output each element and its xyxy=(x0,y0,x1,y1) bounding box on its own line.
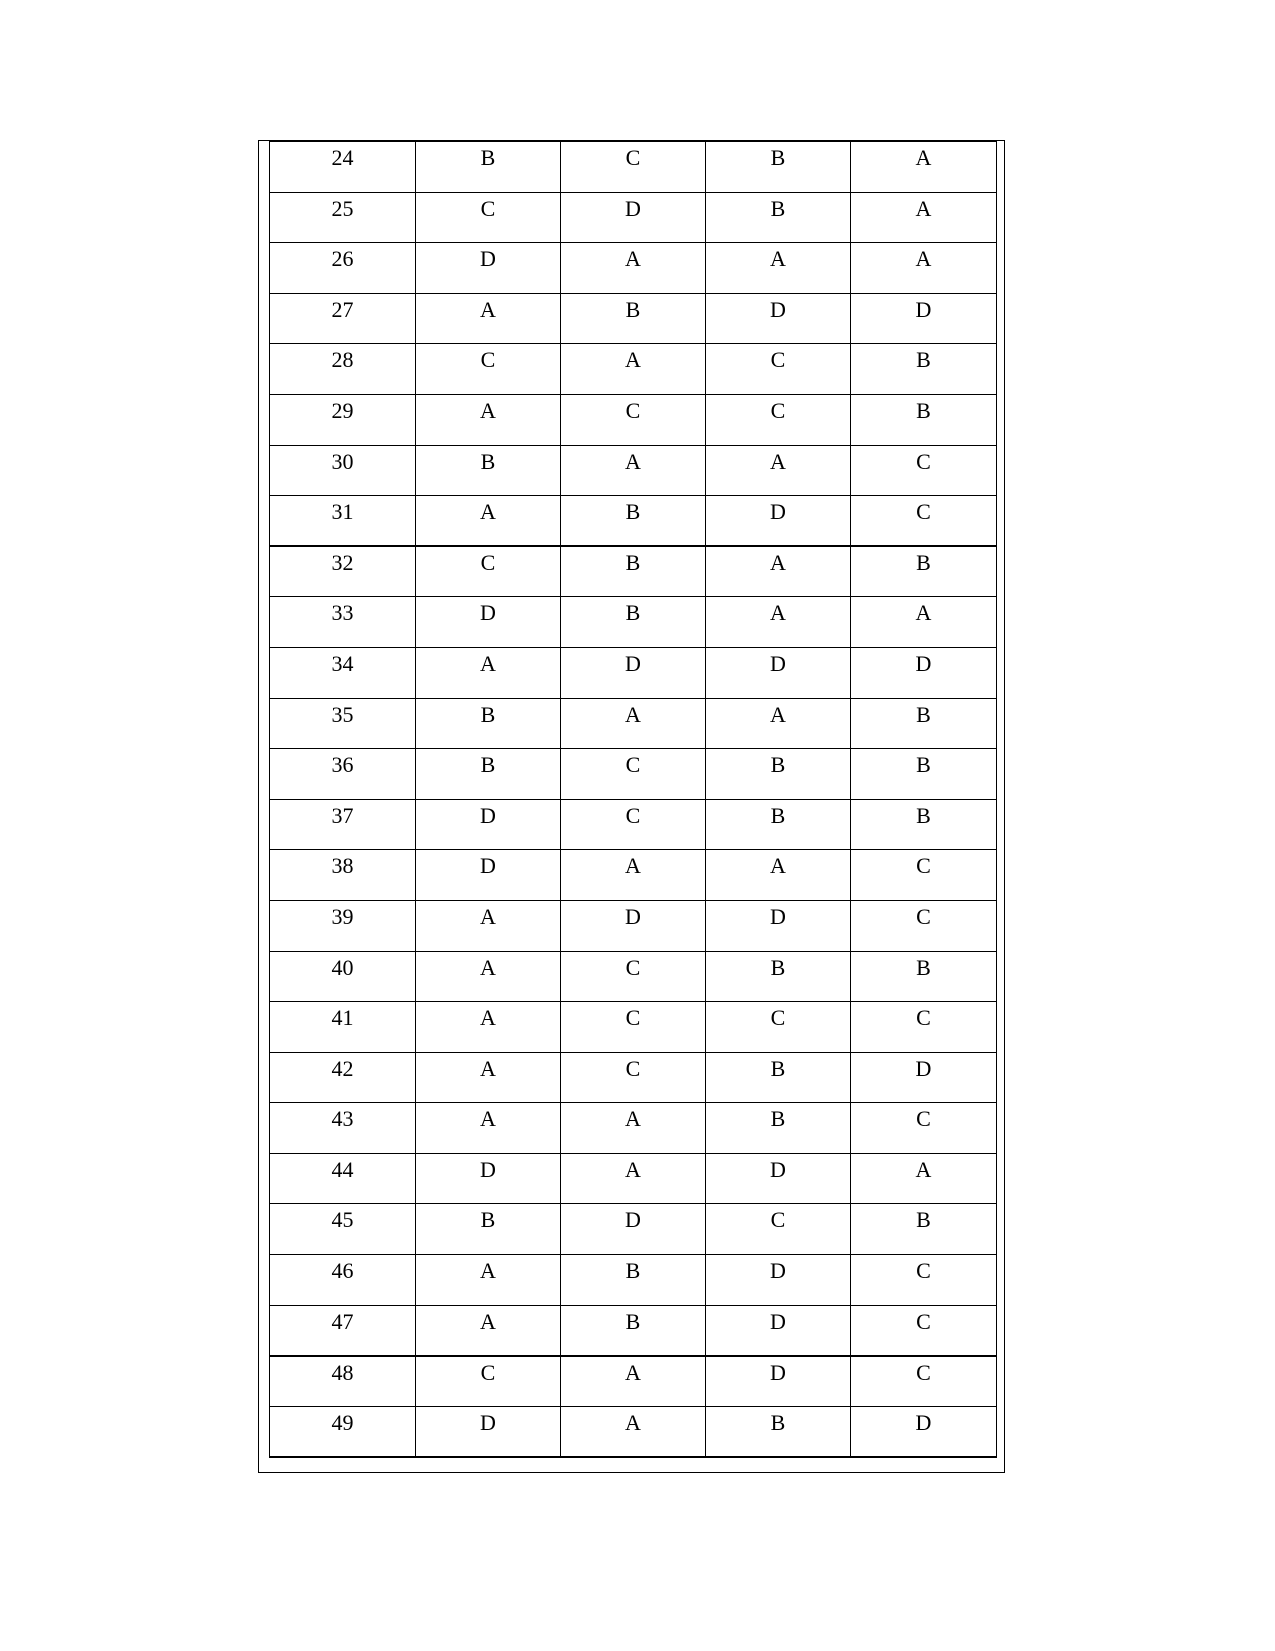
answer-letter: B xyxy=(480,448,496,474)
answer-cell xyxy=(416,597,561,648)
answer-cell xyxy=(416,293,561,344)
answer-cell xyxy=(851,900,997,951)
answer-cell xyxy=(416,445,561,496)
answer-letter: B xyxy=(916,701,931,727)
table-row xyxy=(270,647,997,698)
table-row xyxy=(270,1153,997,1204)
answer-letter: B xyxy=(770,1409,786,1435)
answer-letter: C xyxy=(916,499,931,525)
table-row xyxy=(270,394,997,445)
answer-letter: B xyxy=(625,550,641,576)
answer-letter: B xyxy=(625,600,641,626)
answer-cell xyxy=(561,243,706,294)
question-number-cell xyxy=(270,192,416,243)
table-row xyxy=(270,1103,997,1154)
table-row xyxy=(270,597,997,648)
answer-letter: D xyxy=(625,650,641,676)
answer-letter: C xyxy=(916,853,931,879)
answer-cell xyxy=(561,1406,706,1457)
answer-cell xyxy=(851,951,997,1002)
answer-cell xyxy=(851,1305,997,1356)
question-number: 34 xyxy=(331,650,354,676)
question-number-cell xyxy=(270,1052,416,1103)
answer-cell xyxy=(561,1255,706,1306)
answer-letter: B xyxy=(770,752,786,778)
question-number-cell xyxy=(270,1406,416,1457)
question-number: 45 xyxy=(331,1207,354,1233)
answer-cell xyxy=(851,1002,997,1053)
answer-letter: B xyxy=(625,1308,641,1334)
answer-cell xyxy=(706,1305,851,1356)
question-number: 33 xyxy=(331,600,354,626)
answer-cell xyxy=(561,1153,706,1204)
question-number: 27 xyxy=(331,296,354,322)
question-number: 24 xyxy=(331,145,354,170)
answer-cell xyxy=(416,1255,561,1306)
answer-letter: D xyxy=(770,1359,786,1385)
answer-letter: D xyxy=(625,1207,641,1233)
answer-cell xyxy=(416,1002,561,1053)
answer-cell xyxy=(706,1002,851,1053)
answer-cell xyxy=(706,698,851,749)
question-number-cell xyxy=(270,799,416,850)
answer-letter: A xyxy=(480,1106,496,1132)
answer-letter: A xyxy=(480,296,496,322)
answer-letter: C xyxy=(625,397,641,423)
answer-cell xyxy=(706,496,851,547)
answer-cell xyxy=(561,1305,706,1356)
answer-cell xyxy=(706,1204,851,1255)
question-number-cell xyxy=(270,1356,416,1407)
answer-cell xyxy=(706,1255,851,1306)
answer-letter: A xyxy=(770,448,786,474)
question-number: 40 xyxy=(331,954,354,980)
answer-cell xyxy=(851,192,997,243)
answer-letter: B xyxy=(480,1207,496,1233)
answer-cell xyxy=(416,496,561,547)
answer-cell xyxy=(851,344,997,395)
answer-letter: C xyxy=(916,1359,931,1385)
answer-cell xyxy=(561,293,706,344)
table-row xyxy=(270,1002,997,1053)
answer-letter: A xyxy=(625,1156,641,1182)
answer-cell xyxy=(851,496,997,547)
answer-letter: A xyxy=(915,145,932,170)
answer-cell xyxy=(706,597,851,648)
question-number: 42 xyxy=(331,1055,354,1081)
answer-cell xyxy=(706,142,851,193)
question-number-cell xyxy=(270,749,416,800)
table-row xyxy=(270,293,997,344)
answer-letter: B xyxy=(770,954,786,980)
answer-letter: B xyxy=(916,954,931,980)
answer-letter: D xyxy=(915,1409,932,1435)
answer-key-table xyxy=(269,141,997,1458)
answer-letter: C xyxy=(916,1106,931,1132)
answer-letter: A xyxy=(480,1005,496,1031)
answer-letter: A xyxy=(625,701,641,727)
question-number: 48 xyxy=(331,1359,354,1385)
answer-letter: D xyxy=(770,1258,786,1284)
answer-cell xyxy=(561,1204,706,1255)
answer-cell xyxy=(561,394,706,445)
answer-cell xyxy=(851,1255,997,1306)
answer-letter: D xyxy=(770,1156,786,1182)
answer-cell xyxy=(851,1103,997,1154)
answer-cell xyxy=(706,445,851,496)
answer-letter: B xyxy=(916,397,931,423)
question-number: 49 xyxy=(331,1409,354,1435)
answer-letter: C xyxy=(916,1005,931,1031)
answer-letter: D xyxy=(770,650,786,676)
answer-cell xyxy=(561,900,706,951)
question-number: 30 xyxy=(331,448,354,474)
answer-letter: A xyxy=(770,246,786,272)
answer-cell xyxy=(416,344,561,395)
answer-letter: A xyxy=(770,701,786,727)
answer-cell xyxy=(561,496,706,547)
answer-letter: D xyxy=(770,1308,786,1334)
answer-letter: C xyxy=(480,347,496,373)
answer-letter: B xyxy=(770,1055,786,1081)
answer-cell xyxy=(561,1356,706,1407)
answer-letter: C xyxy=(480,550,496,576)
answer-cell xyxy=(706,749,851,800)
answer-letter: B xyxy=(770,145,786,170)
answer-letter: C xyxy=(480,1359,496,1385)
answer-letter: B xyxy=(916,1207,931,1233)
answer-cell xyxy=(706,647,851,698)
answer-letter: D xyxy=(915,650,932,676)
answer-letter: C xyxy=(916,1308,931,1334)
answer-cell xyxy=(561,546,706,597)
answer-letter: A xyxy=(770,550,786,576)
answer-cell xyxy=(851,394,997,445)
answer-letter: B xyxy=(916,347,931,373)
answer-letter: B xyxy=(770,195,786,221)
question-number-cell xyxy=(270,951,416,1002)
answer-cell xyxy=(416,850,561,901)
answer-letter: A xyxy=(480,903,496,929)
answer-letter: B xyxy=(480,752,496,778)
answer-letter: B xyxy=(480,145,496,170)
question-number: 44 xyxy=(331,1156,354,1182)
answer-letter: B xyxy=(916,752,931,778)
answer-cell xyxy=(416,698,561,749)
answer-letter: C xyxy=(625,954,641,980)
answer-cell xyxy=(851,1406,997,1457)
answer-letter: C xyxy=(770,1207,786,1233)
answer-cell xyxy=(561,445,706,496)
answer-letter: C xyxy=(625,802,641,828)
question-number: 36 xyxy=(331,752,354,778)
answer-letter: C xyxy=(625,145,641,170)
table-row xyxy=(270,243,997,294)
table-row xyxy=(270,900,997,951)
answer-letter: B xyxy=(770,802,786,828)
table-row xyxy=(270,1356,997,1407)
table-row xyxy=(270,1255,997,1306)
answer-cell xyxy=(851,142,997,193)
answer-letter: D xyxy=(770,296,786,322)
answer-cell xyxy=(416,243,561,294)
answer-letter: A xyxy=(480,1055,496,1081)
answer-cell xyxy=(851,243,997,294)
answer-letter: A xyxy=(915,246,932,272)
answer-letter: A xyxy=(625,1359,641,1385)
answer-letter: B xyxy=(916,802,931,828)
question-number: 25 xyxy=(331,195,354,221)
answer-cell xyxy=(416,1305,561,1356)
answer-letter: A xyxy=(480,499,496,525)
answer-letter: C xyxy=(480,195,496,221)
answer-cell xyxy=(706,850,851,901)
answer-letter: C xyxy=(770,1005,786,1031)
answer-cell xyxy=(706,344,851,395)
question-number-cell xyxy=(270,1204,416,1255)
answer-letter: C xyxy=(916,1258,931,1284)
answer-cell xyxy=(851,597,997,648)
answer-cell xyxy=(561,1002,706,1053)
table-row xyxy=(270,142,997,193)
answer-letter: D xyxy=(480,853,496,879)
answer-cell xyxy=(706,1052,851,1103)
question-number-cell xyxy=(270,445,416,496)
question-number-cell xyxy=(270,344,416,395)
answer-cell xyxy=(416,749,561,800)
answer-letter: A xyxy=(625,448,641,474)
answer-cell xyxy=(561,192,706,243)
answer-cell xyxy=(851,445,997,496)
answer-key-body xyxy=(270,142,997,1457)
table-row xyxy=(270,1204,997,1255)
answer-cell xyxy=(851,698,997,749)
answer-cell xyxy=(706,243,851,294)
answer-letter: D xyxy=(480,802,496,828)
answer-cell xyxy=(706,293,851,344)
question-number-cell xyxy=(270,1305,416,1356)
question-number: 31 xyxy=(331,499,354,525)
answer-cell xyxy=(561,799,706,850)
table-row xyxy=(270,445,997,496)
answer-cell xyxy=(851,799,997,850)
question-number-cell xyxy=(270,647,416,698)
answer-letter: C xyxy=(625,1005,641,1031)
answer-letter: C xyxy=(770,397,786,423)
table-row xyxy=(270,1406,997,1457)
question-number-cell xyxy=(270,243,416,294)
answer-letter: D xyxy=(915,296,932,322)
answer-cell xyxy=(561,1103,706,1154)
answer-letter: B xyxy=(480,701,496,727)
answer-letter: D xyxy=(770,499,786,525)
answer-cell xyxy=(416,394,561,445)
question-number-cell xyxy=(270,394,416,445)
table-row xyxy=(270,1052,997,1103)
question-number-cell xyxy=(270,142,416,193)
answer-letter: A xyxy=(915,195,932,221)
answer-cell xyxy=(561,1052,706,1103)
answer-cell xyxy=(706,900,851,951)
table-row xyxy=(270,344,997,395)
answer-cell xyxy=(706,546,851,597)
question-number: 41 xyxy=(331,1005,354,1031)
answer-cell xyxy=(561,142,706,193)
answer-cell xyxy=(706,394,851,445)
table-row xyxy=(270,951,997,1002)
answer-cell xyxy=(706,799,851,850)
question-number-cell xyxy=(270,496,416,547)
table-row xyxy=(270,1305,997,1356)
answer-cell xyxy=(561,951,706,1002)
answer-cell xyxy=(851,749,997,800)
answer-letter: C xyxy=(625,1055,641,1081)
answer-cell xyxy=(416,192,561,243)
answer-letter: A xyxy=(480,954,496,980)
answer-cell xyxy=(416,546,561,597)
table-row xyxy=(270,850,997,901)
answer-cell xyxy=(416,1103,561,1154)
question-number-cell xyxy=(270,546,416,597)
answer-cell xyxy=(851,1153,997,1204)
answer-cell xyxy=(851,1204,997,1255)
answer-cell xyxy=(416,951,561,1002)
answer-cell xyxy=(851,850,997,901)
question-number-cell xyxy=(270,1255,416,1306)
answer-letter: B xyxy=(916,550,931,576)
table-row xyxy=(270,749,997,800)
question-number-cell xyxy=(270,1153,416,1204)
answer-letter: A xyxy=(915,1156,932,1182)
answer-letter: A xyxy=(480,650,496,676)
answer-letter: D xyxy=(480,1156,496,1182)
answer-letter: D xyxy=(915,1055,932,1081)
answer-letter: A xyxy=(625,853,641,879)
answer-cell xyxy=(851,293,997,344)
answer-cell xyxy=(851,647,997,698)
answer-letter: A xyxy=(625,246,641,272)
answer-cell xyxy=(416,900,561,951)
question-number: 35 xyxy=(331,701,354,727)
question-number-cell xyxy=(270,900,416,951)
answer-letter: D xyxy=(625,195,641,221)
answer-letter: A xyxy=(625,1409,641,1435)
answer-letter: A xyxy=(625,1106,641,1132)
answer-cell xyxy=(706,1406,851,1457)
answer-letter: C xyxy=(916,448,931,474)
answer-cell xyxy=(706,1356,851,1407)
answer-cell xyxy=(706,951,851,1002)
answer-cell xyxy=(561,749,706,800)
answer-cell xyxy=(561,597,706,648)
answer-letter: A xyxy=(480,397,496,423)
answer-letter: D xyxy=(480,1409,496,1435)
question-number: 47 xyxy=(331,1308,354,1334)
question-number: 46 xyxy=(331,1258,354,1284)
answer-cell xyxy=(561,698,706,749)
question-number: 43 xyxy=(331,1106,354,1132)
table-row xyxy=(270,496,997,547)
answer-letter: A xyxy=(480,1308,496,1334)
answer-letter: D xyxy=(480,246,496,272)
table-row xyxy=(270,192,997,243)
answer-cell xyxy=(416,1204,561,1255)
answer-cell xyxy=(416,799,561,850)
table-row xyxy=(270,698,997,749)
answer-cell xyxy=(851,1052,997,1103)
answer-letter: A xyxy=(770,853,786,879)
answer-cell xyxy=(416,1406,561,1457)
answer-letter: C xyxy=(916,903,931,929)
answer-cell xyxy=(706,192,851,243)
answer-cell xyxy=(416,1356,561,1407)
answer-cell xyxy=(416,1153,561,1204)
table-row xyxy=(270,799,997,850)
answer-cell xyxy=(561,344,706,395)
question-number-cell xyxy=(270,597,416,648)
answer-letter: A xyxy=(480,1258,496,1284)
answer-letter: C xyxy=(625,752,641,778)
question-number-cell xyxy=(270,850,416,901)
answer-cell xyxy=(706,1103,851,1154)
answer-cell xyxy=(416,647,561,698)
answer-letter: B xyxy=(625,499,641,525)
table-row xyxy=(270,546,997,597)
answer-letter: A xyxy=(625,347,641,373)
question-number: 37 xyxy=(331,802,354,828)
answer-letter: A xyxy=(915,600,932,626)
question-number-cell xyxy=(270,698,416,749)
answer-letter: B xyxy=(770,1106,786,1132)
answer-letter: D xyxy=(480,600,496,626)
answer-cell xyxy=(416,142,561,193)
question-number: 28 xyxy=(331,347,354,373)
answer-cell xyxy=(561,647,706,698)
answer-letter: B xyxy=(625,296,641,322)
question-number: 38 xyxy=(331,853,354,879)
answer-cell xyxy=(416,1052,561,1103)
question-number-cell xyxy=(270,1002,416,1053)
answer-cell xyxy=(851,1356,997,1407)
question-number-cell xyxy=(270,293,416,344)
answer-cell xyxy=(706,1153,851,1204)
answer-cell xyxy=(851,546,997,597)
question-number-cell xyxy=(270,1103,416,1154)
question-number: 29 xyxy=(331,397,354,423)
answer-letter: A xyxy=(770,600,786,626)
question-number: 32 xyxy=(331,550,354,576)
answer-cell xyxy=(561,850,706,901)
question-number: 26 xyxy=(331,246,354,272)
answer-letter: C xyxy=(770,347,786,373)
answer-letter: B xyxy=(625,1258,641,1284)
answer-letter: D xyxy=(625,903,641,929)
answer-letter: D xyxy=(770,903,786,929)
question-number: 39 xyxy=(331,903,354,929)
